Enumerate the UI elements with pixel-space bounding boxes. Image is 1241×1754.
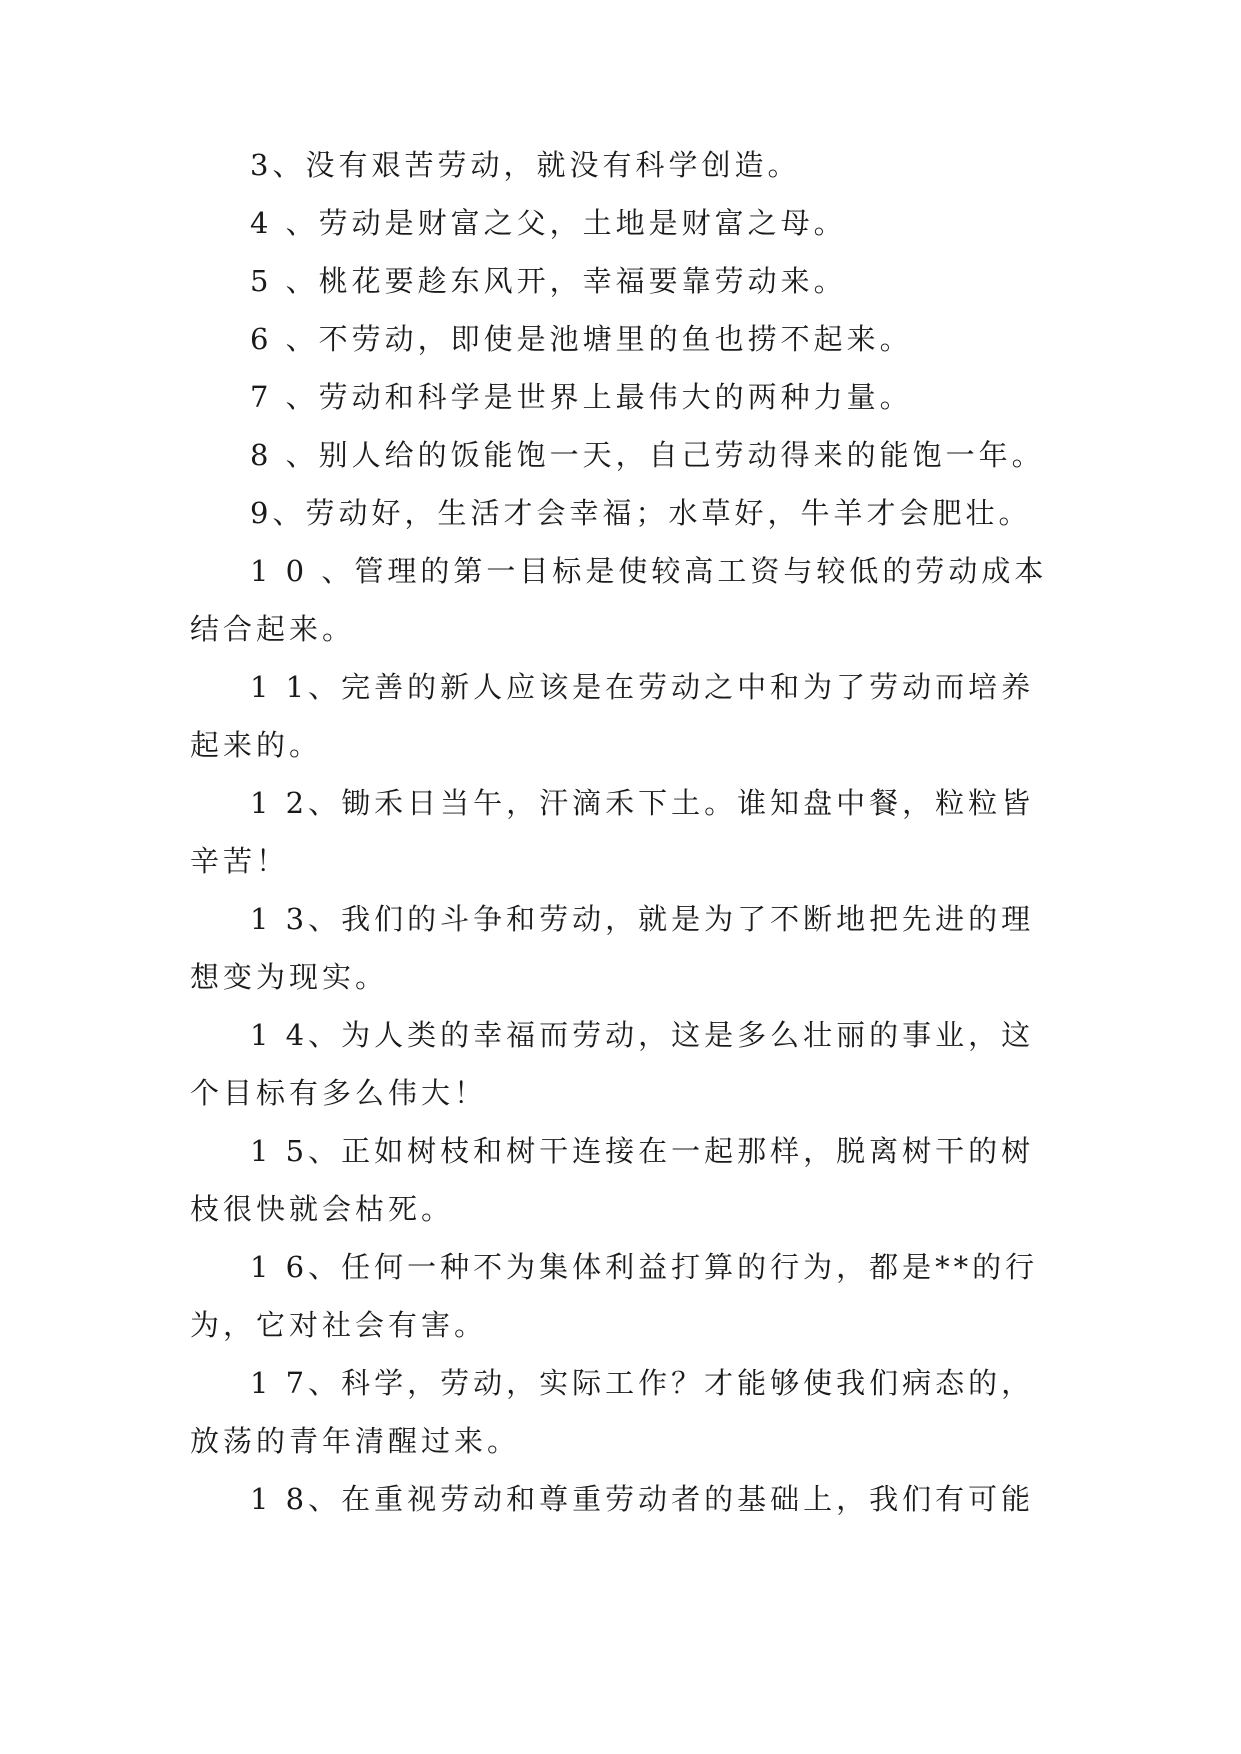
quote-item-17-line2: 放荡的青年清醒过来。 xyxy=(190,1424,521,1458)
quote-item-13-line2: 想变为现实。 xyxy=(190,960,389,994)
quote-item-6: 6 、不劳动，即使是池塘里的鱼也捞不起来。 xyxy=(250,322,913,356)
quote-item-16 xyxy=(190,1238,1090,1354)
quote-item-11 xyxy=(190,658,1090,774)
quote-item-14-line1: 1 4、为人类的幸福而劳动，这是多么壮丽的事业，这 xyxy=(250,1018,1035,1052)
quote-item-14-line2: 个目标有多么伟大！ xyxy=(190,1076,488,1110)
quote-item-3: 3、没有艰苦劳动，就没有科学创造。 xyxy=(250,148,801,182)
quote-item-17 xyxy=(190,1354,1090,1470)
quote-item-11-line2: 起来的。 xyxy=(190,728,323,762)
quote-item-14 xyxy=(190,1006,1090,1122)
quote-item-5: 5 、桃花要趁东风开，幸福要靠劳动来。 xyxy=(250,264,847,298)
quote-item-16-line1: 1 6、任何一种不为集体利益打算的行为，都是**的行 xyxy=(250,1250,1039,1284)
quote-item-13-line1: 1 3、我们的斗争和劳动，就是为了不断地把先进的理 xyxy=(250,902,1035,936)
quote-item-15 xyxy=(190,1122,1090,1238)
quote-item-16-line2: 为，它对社会有害。 xyxy=(190,1308,488,1342)
quote-item-10-line2: 结合起来。 xyxy=(190,612,356,646)
quote-item-12-line1: 1 2、锄禾日当午，汗滴禾下土。谁知盘中餐，粒粒皆 xyxy=(250,786,1035,820)
quote-item-10-line1: 1 0 、管理的第一目标是使较高工资与较低的劳动成本 xyxy=(250,554,1048,588)
quote-item-17-line1: 1 7、科学，劳动，实际工作？才能够使我们病态的， xyxy=(250,1366,1035,1400)
quote-item-9: 9、劳动好，生活才会幸福；水草好，牛羊才会肥壮。 xyxy=(250,496,1032,530)
quote-item-18: 1 8、在重视劳动和尊重劳动者的基础上，我们有可能 xyxy=(250,1482,1035,1516)
quote-item-15-line2: 枝很快就会枯死。 xyxy=(190,1192,455,1226)
quote-item-4: 4 、劳动是财富之父，土地是财富之母。 xyxy=(250,206,847,240)
quote-item-13 xyxy=(190,890,1090,1006)
quote-item-7: 7 、劳动和科学是世界上最伟大的两种力量。 xyxy=(250,380,913,414)
quote-item-11-line1: 1 1、完善的新人应该是在劳动之中和为了劳动而培养 xyxy=(250,670,1035,704)
quote-item-8: 8 、别人给的饭能饱一天，自己劳动得来的能饱一年。 xyxy=(250,438,1045,472)
quote-item-12-line2: 辛苦！ xyxy=(190,844,290,878)
quote-item-12 xyxy=(190,774,1090,890)
quote-item-10 xyxy=(190,542,1090,658)
quote-item-15-line1: 1 5、正如树枝和树干连接在一起那样，脱离树干的树 xyxy=(250,1134,1035,1168)
